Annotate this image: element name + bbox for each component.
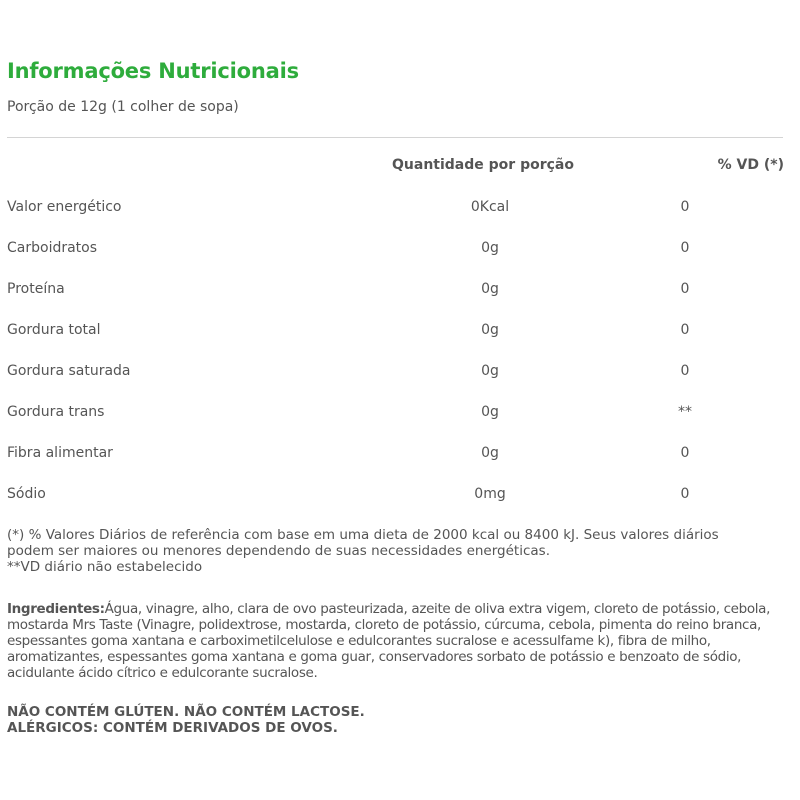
page-title: Informações Nutricionais	[7, 59, 299, 83]
divider	[7, 137, 783, 138]
nutrient-quantity: 0g	[481, 445, 499, 461]
nutrient-name: Sódio	[7, 486, 46, 502]
footnotes	[7, 527, 791, 575]
nutrient-name: Fibra alimentar	[7, 445, 113, 461]
table-row	[0, 281, 800, 322]
nutrient-vd: 0	[680, 363, 690, 379]
ingredients-text: Água, vinagre, alho, clara de ovo pasteurizada, azeite de oliva extra vigem, cloreto de potássio, cebola, mostarda Mrs Taste (Vinagre, polidextrose, mostarda, cloreto de potássio, cúrcuma, cebola, pimenta do reino branca, espessantes goma xantana e carboximetilcelulose e edulcorantes sucralose e acessulfame k), fibra de milho, aromatizantes, espessantes goma xantana e goma guar, conservadores sorbato de potássio e benzoato de sódio, acidulante ácido cítrico e edulcorante sucralose.	[7, 601, 771, 681]
footnote-vd-not-established: **VD diário não estabelecido	[7, 559, 203, 575]
nutrient-quantity: 0g	[481, 404, 499, 420]
nutrient-name: Valor energético	[7, 199, 122, 215]
nutrient-name: Gordura trans	[7, 404, 105, 420]
nutrient-vd: 0	[680, 240, 690, 256]
nutrient-vd: 0	[680, 445, 690, 461]
nutrient-vd: 0	[680, 486, 690, 502]
nutrient-name: Proteína	[7, 281, 65, 297]
nutrient-quantity: 0g	[481, 322, 499, 338]
table-row	[0, 322, 800, 363]
nutrient-quantity: 0g	[481, 281, 499, 297]
allergen-warning: ALÉRGICOS: CONTÉM DERIVADOS DE OVOS.	[7, 720, 338, 736]
ingredients-block	[7, 601, 791, 681]
table-row	[0, 363, 800, 404]
nutrient-vd: 0	[680, 322, 690, 338]
footnote-vd-variation: podem ser maiores ou menores dependendo de suas necessidades energéticas.	[7, 543, 550, 559]
table-row	[0, 199, 800, 240]
table-row	[0, 445, 800, 486]
gluten-lactose-warning: NÃO CONTÉM GLÚTEN. NÃO CONTÉM LACTOSE.	[7, 704, 365, 720]
column-header-quantity: Quantidade por porção	[392, 157, 574, 173]
table-row	[0, 240, 800, 281]
table-row	[0, 404, 800, 445]
footnote-vd-reference: (*) % Valores Diários de referência com base em uma dieta de 2000 kcal ou 8400 kJ. Seus valores diários	[7, 527, 719, 543]
nutrient-quantity: 0mg	[474, 486, 506, 502]
table-row	[0, 486, 800, 527]
ingredients-label: Ingredientes:	[7, 601, 105, 617]
allergen-warnings	[7, 704, 365, 736]
nutrient-vd: 0	[680, 199, 690, 215]
column-header-vd: % VD (*)	[717, 157, 784, 173]
nutrient-quantity: 0Kcal	[470, 199, 510, 215]
nutrient-vd: **	[678, 404, 692, 420]
nutrient-quantity: 0g	[481, 363, 499, 379]
nutrient-name: Gordura total	[7, 322, 101, 338]
nutrient-name: Gordura saturada	[7, 363, 131, 379]
nutrient-name: Carboidratos	[7, 240, 98, 256]
portion-size: Porção de 12g (1 colher de sopa)	[7, 99, 239, 115]
nutrient-quantity: 0g	[481, 240, 499, 256]
nutrient-vd: 0	[680, 281, 690, 297]
